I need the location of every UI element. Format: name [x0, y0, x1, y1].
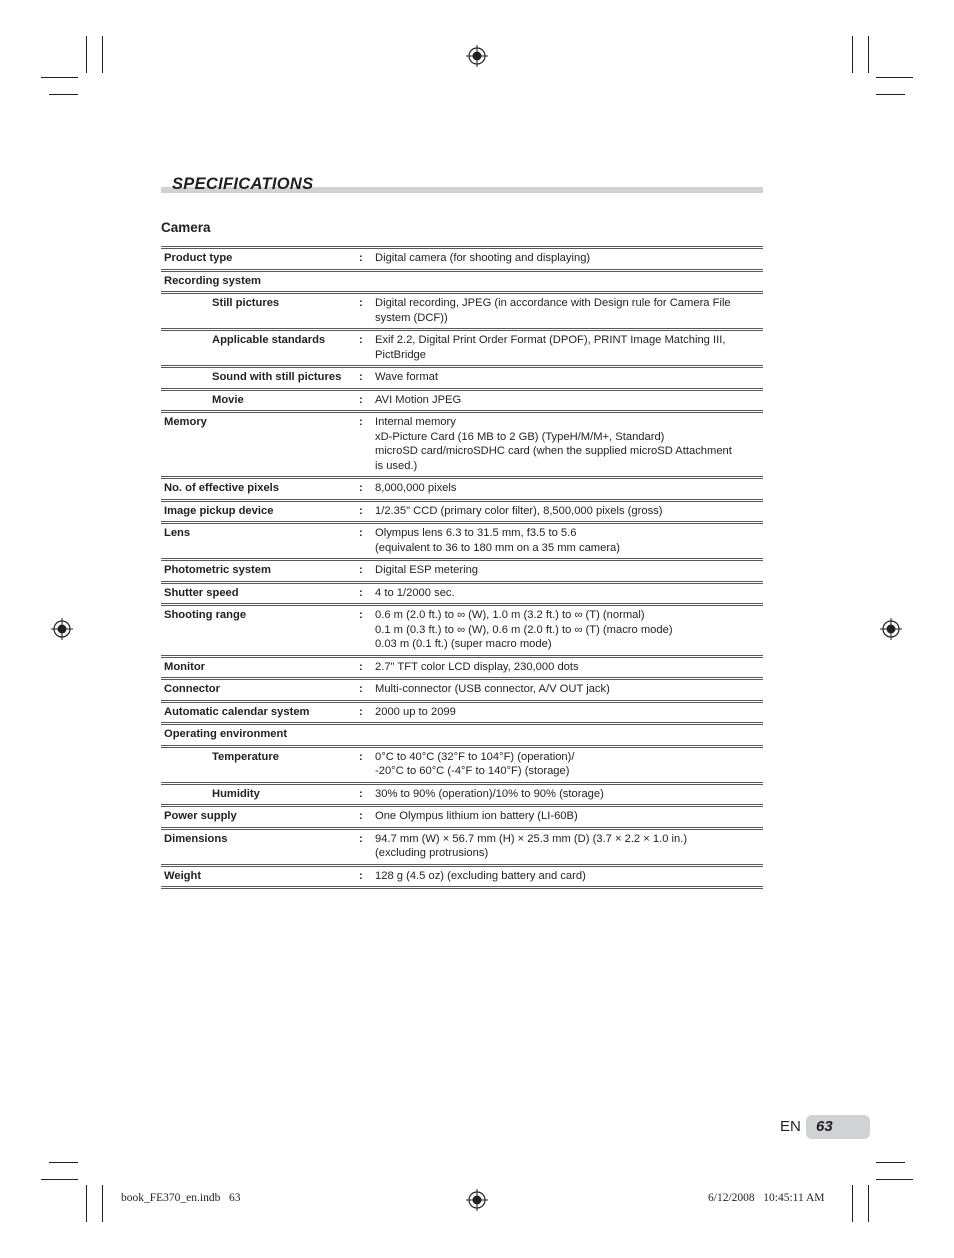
spec-colon: :	[359, 750, 363, 763]
spec-value	[375, 370, 763, 385]
spec-colon: :	[359, 371, 363, 383]
spec-value-line: One Olympus lithium ion battery (LI-60B)	[375, 810, 578, 822]
crop-mark	[868, 36, 869, 73]
spec-colon: :	[359, 482, 363, 494]
footer-file-info: book_FE370_en.indb 63	[121, 1192, 241, 1204]
spec-label: Memory	[164, 416, 207, 428]
spec-colon: :	[359, 297, 363, 309]
spec-value-line: 1/2.35" CCD (primary color filter), 8,500,000 pixels (gross)	[375, 504, 663, 517]
spec-row	[161, 269, 763, 292]
spec-colon: :	[359, 393, 363, 406]
spec-value-line: 0.1 m (0.3 ft.) to ∞ (W), 0.6 m (2.0 ft.) to ∞ (T) (macro mode)	[375, 623, 673, 636]
page-title: SPECIFICATIONS	[172, 175, 314, 193]
spec-colon: :	[359, 609, 363, 621]
spec-value-line: 30% to 90% (operation)/10% to 90% (storage)	[375, 787, 604, 800]
spec-row	[161, 782, 763, 805]
spec-value-line: 2.7" TFT color LCD display, 230,000 dots	[375, 660, 579, 673]
spec-value-line: Internal memory	[375, 416, 456, 428]
spec-label: Recording system	[164, 274, 261, 287]
spec-colon: :	[359, 787, 363, 800]
spec-row	[161, 804, 763, 827]
spec-colon: :	[359, 869, 363, 882]
crop-mark	[41, 1179, 78, 1180]
spec-value-line: -20°C to 60°C (-4°F to 140°F) (storage)	[375, 765, 570, 777]
spec-value	[375, 608, 763, 652]
spec-row	[161, 328, 763, 365]
registration-mark-icon	[466, 1189, 488, 1211]
spec-value	[375, 415, 763, 473]
spec-row	[161, 745, 763, 782]
spec-value	[375, 586, 763, 601]
spec-colon: :	[359, 564, 363, 576]
spec-value	[375, 481, 763, 496]
spec-row	[161, 388, 763, 411]
spec-value-line: 2000 up to 2099	[375, 705, 456, 718]
spec-value	[375, 787, 763, 802]
page-language-label: EN	[780, 1118, 801, 1135]
spec-value	[375, 526, 763, 555]
spec-row	[161, 700, 763, 723]
spec-value-line: 128 g (4.5 oz) (excluding battery and card)	[375, 869, 586, 882]
spec-row	[161, 864, 763, 890]
crop-mark	[876, 94, 905, 95]
spec-label: Sound with still pictures	[212, 371, 342, 383]
crop-mark	[49, 1162, 78, 1163]
spec-label: No. of effective pixels	[164, 482, 280, 494]
spec-value	[375, 869, 763, 884]
registration-mark-icon	[466, 45, 488, 67]
footer-timestamp: 6/12/2008 10:45:11 AM	[708, 1192, 825, 1204]
spec-label: Weight	[164, 869, 202, 882]
crop-mark	[102, 1185, 103, 1222]
spec-value-line: Exif 2.2, Digital Print Order Format (DPOF), PRINT Image Matching III,	[375, 334, 726, 346]
spec-label: Still pictures	[212, 297, 280, 309]
spec-colon: :	[359, 660, 363, 673]
spec-colon: :	[359, 705, 363, 718]
spec-colon: :	[359, 683, 363, 695]
spec-value-line: 0.6 m (2.0 ft.) to ∞ (W), 1.0 m (3.2 ft.) to ∞ (T) (normal)	[375, 609, 645, 621]
registration-mark-icon	[51, 618, 73, 640]
spec-row	[161, 410, 763, 476]
spec-label: Power supply	[164, 810, 237, 822]
spec-label: Movie	[212, 393, 244, 406]
spec-label: Lens	[164, 527, 191, 539]
spec-label: Dimensions	[164, 832, 228, 845]
spec-value-line: Digital recording, JPEG (in accordance with Design rule for Camera File	[375, 297, 731, 309]
spec-label: Product type	[164, 252, 233, 264]
spec-value-line: Multi-connector (USB connector, A/V OUT jack)	[375, 683, 610, 695]
spec-colon: :	[359, 810, 363, 822]
spec-label: Shutter speed	[164, 586, 239, 599]
spec-value	[375, 393, 763, 408]
spec-row	[161, 499, 763, 522]
spec-row	[161, 521, 763, 558]
spec-value	[375, 274, 763, 289]
spec-value-line: PictBridge	[375, 348, 426, 361]
spec-row	[161, 365, 763, 388]
spec-label: Temperature	[212, 750, 279, 763]
crop-mark	[102, 36, 103, 73]
spec-table	[161, 246, 763, 889]
spec-label: Image pickup device	[164, 504, 274, 517]
spec-value-line: is used.)	[375, 459, 418, 472]
spec-colon: :	[359, 586, 363, 599]
crop-mark	[49, 94, 78, 95]
crop-mark	[876, 1179, 913, 1180]
spec-value	[375, 750, 763, 779]
spec-row	[161, 558, 763, 581]
spec-value	[375, 296, 763, 325]
spec-label: Applicable standards	[212, 334, 326, 346]
spec-label: Automatic calendar system	[164, 705, 310, 718]
spec-value-line: microSD card/microSDHC card (when the supplied microSD Attachment	[375, 445, 732, 457]
spec-value	[375, 727, 763, 742]
spec-value-line: Digital ESP metering	[375, 564, 479, 576]
registration-mark-icon	[880, 618, 902, 640]
spec-value	[375, 251, 763, 266]
crop-mark	[41, 77, 78, 78]
crop-mark	[876, 77, 913, 78]
spec-label: Shooting range	[164, 609, 247, 621]
spec-value	[375, 809, 763, 824]
spec-colon: :	[359, 416, 363, 428]
spec-value-line	[375, 727, 763, 742]
spec-row	[161, 246, 763, 269]
spec-value-line: 4 to 1/2000 sec.	[375, 586, 455, 599]
spec-row	[161, 291, 763, 328]
spec-colon: :	[359, 832, 363, 845]
spec-value-line: 94.7 mm (W) × 56.7 mm (H) × 25.3 mm (D) (3.7 × 2.2 × 1.0 in.)	[375, 832, 688, 845]
crop-mark	[852, 1185, 853, 1222]
spec-value-line: Digital camera (for shooting and displaying)	[375, 252, 591, 264]
spec-colon: :	[359, 527, 363, 539]
spec-value-line	[375, 274, 763, 289]
spec-value	[375, 705, 763, 720]
spec-value	[375, 563, 763, 578]
spec-value-line: (excluding protrusions)	[375, 847, 489, 859]
spec-value	[375, 660, 763, 675]
spec-value-line: (equivalent to 36 to 180 mm on a 35 mm camera)	[375, 541, 620, 554]
spec-row	[161, 677, 763, 700]
spec-label: Operating environment	[164, 728, 288, 740]
spec-value-line: xD-Picture Card (16 MB to 2 GB) (TypeH/M/M+, Standard)	[375, 430, 665, 443]
spec-colon: :	[359, 252, 363, 264]
spec-value	[375, 682, 763, 697]
spec-label: Monitor	[164, 660, 206, 673]
page-title-block	[161, 172, 763, 194]
spec-colon: :	[359, 504, 363, 517]
spec-row	[161, 581, 763, 604]
spec-label: Humidity	[212, 787, 260, 800]
spec-row	[161, 655, 763, 678]
crop-mark	[86, 1185, 87, 1222]
spec-value	[375, 832, 763, 861]
section-heading: Camera	[161, 220, 211, 235]
spec-value-line: 0.03 m (0.1 ft.) (super macro mode)	[375, 638, 552, 650]
spec-value	[375, 504, 763, 519]
spec-row	[161, 722, 763, 745]
spec-value-line: 0°C to 40°C (32°F to 104°F) (operation)/	[375, 750, 575, 763]
crop-mark	[876, 1162, 905, 1163]
spec-label: Connector	[164, 683, 220, 695]
spec-label: Photometric system	[164, 564, 271, 576]
spec-row	[161, 476, 763, 499]
spec-value-line: AVI Motion JPEG	[375, 393, 462, 406]
crop-mark	[86, 36, 87, 73]
spec-value-line: Olympus lens 6.3 to 31.5 mm, f3.5 to 5.6	[375, 527, 577, 539]
spec-value-line: Wave format	[375, 371, 438, 383]
spec-value-line: 8,000,000 pixels	[375, 482, 457, 494]
crop-mark	[852, 36, 853, 73]
spec-value	[375, 333, 763, 362]
spec-row	[161, 827, 763, 864]
spec-colon: :	[359, 334, 363, 346]
page-number: 63	[816, 1118, 833, 1135]
spec-row	[161, 603, 763, 655]
spec-value-line: system (DCF))	[375, 311, 448, 324]
crop-mark	[868, 1185, 869, 1222]
